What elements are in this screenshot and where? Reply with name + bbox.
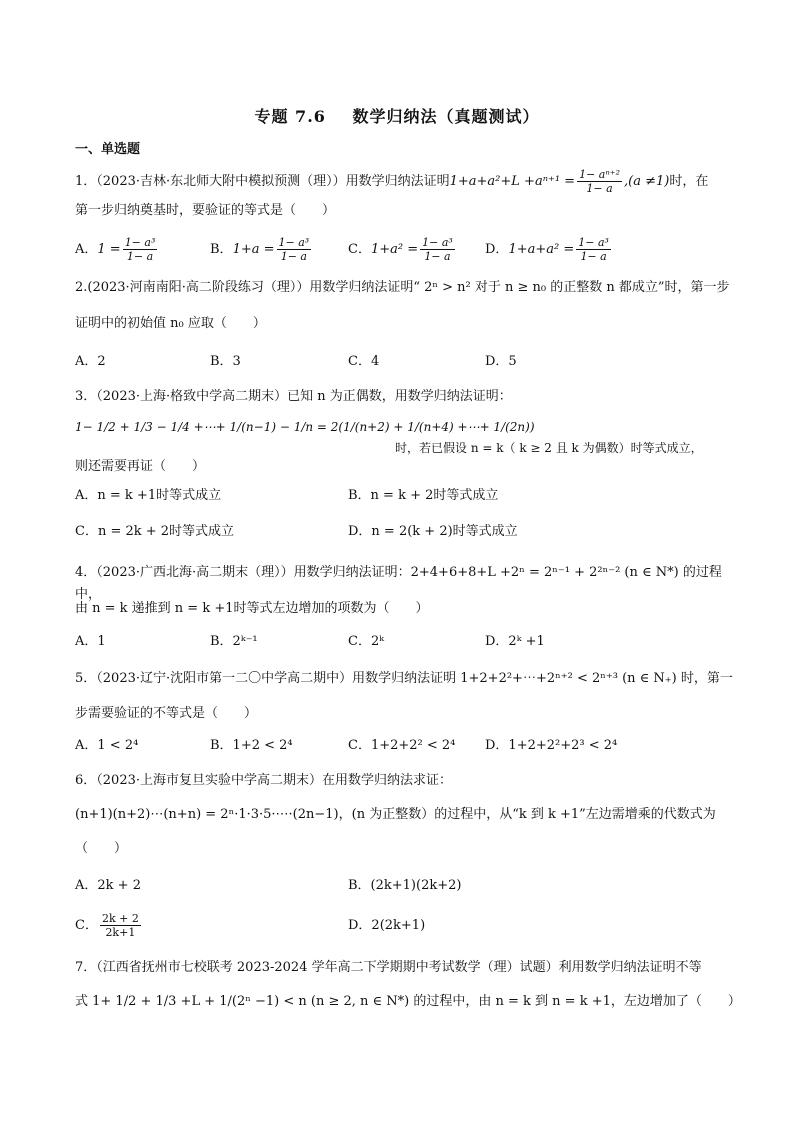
q6-option-a[interactable]: A．2k + 2 — [75, 878, 141, 893]
page-title — [0, 104, 794, 127]
question-6: 6．（2023·上海市复旦实验中学高二期末）在用数学归纳法求证： — [75, 773, 452, 788]
q6-option-b[interactable]: B．(2k+1)(2k+2) — [348, 878, 462, 893]
q4-option-d[interactable]: D．2ᵏ +1 — [485, 634, 545, 649]
q5-option-c[interactable]: C．1+2+2² < 2⁴ — [348, 738, 456, 753]
question-5: 5．（2023·辽宁·沈阳市第一二〇中学高二期中）用数学归纳法证明 1+2+2²+⋯+2ⁿ⁺² < 2ⁿ⁺³ (n ∈ N₊) 时，第一 — [75, 671, 733, 686]
q6-option-d[interactable]: D．2(2k+1) — [348, 918, 426, 933]
question-7: 7．（江西省抚州市七校联考 2023-2024 学年高二下学期期中考试数学（理）试题）利用数学归纳法证明不等 — [75, 960, 702, 975]
q4-option-c[interactable]: C．2ᵏ — [348, 634, 384, 649]
question-1: 1．（2023·吉林·东北师大附中模拟预测（理））用数学归纳法证明1+a+a²+L +aⁿ⁺¹ = $\frac{\text{1− aⁿ⁺²}}{1- a}$ ,(a ≠1)时，在 — [75, 168, 709, 195]
q5-option-a[interactable]: A．1 < 2⁴ — [75, 738, 139, 753]
q3-formula-line — [75, 416, 735, 438]
q5-option-b[interactable]: B．1+2 < 2⁴ — [210, 738, 293, 753]
q5-line-2: 步需要验证的不等式是（ ） — [75, 706, 258, 721]
q1-option-d[interactable]: D．1+a+a² = $\frac{\text{1− a³}}{1- a}$ — [485, 236, 609, 263]
q1-option-b[interactable]: B．1+a = $\frac{\text{1− a³}}{1- a}$ — [210, 236, 310, 263]
q3-line-3: 则还需要再证（ ） — [75, 459, 206, 474]
question-4: 4．（2023·广西北海·高二期末（理））用数学归纳法证明：2+4+6+8+L +2ⁿ = 2ⁿ⁻¹ + 2²ⁿ⁻² (n ∈ N*) 的过程中， — [75, 565, 722, 602]
q2-option-a[interactable]: A．2 — [75, 354, 106, 369]
q3-option-c[interactable]: C．n = 2k + 2时等式成立 — [75, 524, 235, 539]
question-3: 3．（2023·上海·格致中学高二期末）已知 n 为正偶数，用数学归纳法证明： — [75, 389, 512, 404]
q6-option-c[interactable]: C． $\frac{2k + 2}{2k+1}$ — [75, 912, 139, 939]
q3-option-a[interactable]: A．n = k +1时等式成立 — [75, 488, 222, 503]
title-prefix: 专题 7.6 — [254, 107, 326, 126]
q3-formula: 1− 1/2 + 1/3 − 1/4 +⋯+ 1/(n−1) − 1/n = 2(1/(n+2) + 1/(n+4) +⋯+ 1/(2n)) — [75, 420, 535, 434]
section-heading: 一、单选题 — [75, 142, 141, 157]
q3-option-d[interactable]: D．n = 2(k + 2)时等式成立 — [348, 524, 518, 539]
q1-option-c[interactable]: C．1+a² = $\frac{\text{1− a³}}{1- a}$ — [348, 236, 453, 263]
q1-formula-lhs: 1+a+a²+L +aⁿ⁺¹ = — [449, 174, 576, 189]
q6-line-2: (n+1)(n+2)⋯(n+n) = 2ⁿ·1·3·5·⋯·(2n−1)，(n 为正整数）的过程中，从“k 到 k +1”左边需增乘的代数式为 — [75, 807, 716, 822]
q1-line-2: 第一步归纳奠基时，要验证的等式是（ ） — [75, 203, 336, 218]
q2-option-d[interactable]: D．5 — [485, 354, 517, 369]
q3-option-b[interactable]: B．n = k + 2时等式成立 — [348, 488, 499, 503]
q7-line-2: 式 1+ 1/2 + 1/3 +L + 1/(2ⁿ −1) < n (n ≥ 2, n ∈ N*) 的过程中，由 n = k 到 n = k +1，左边增加了（ ） — [75, 994, 741, 1009]
q4-option-b[interactable]: B．2ᵏ⁻¹ — [210, 634, 258, 649]
q4-line-2: 由 n = k 递推到 n = k +1时等式左边增加的项数为（ ） — [75, 601, 429, 616]
title-main: 数学归纳法（真题测试） — [352, 107, 540, 126]
q2-line-2: 证明中的初始值 n₀ 应取（ ） — [75, 316, 266, 331]
q2-option-c[interactable]: C．4 — [348, 354, 380, 369]
q1-formula-rhs: ,(a ≠1) — [624, 174, 670, 189]
q3-condition: 时，若已假设 n = k（ k ≥ 2 且 k 为偶数）时等式成立， — [395, 441, 703, 455]
question-2: 2.(2023·河南南阳·高二阶段练习（理））用数学归纳法证明“ 2ⁿ > n² 对于 n ≥ n₀ 的正整数 n 都成立”时，第一步 — [75, 280, 730, 295]
q1-fraction: $\frac{\text{1− aⁿ⁺²}}{1- a}$ — [579, 168, 621, 195]
q1-text: 1．（2023·吉林·东北师大附中模拟预测（理））用数学归纳法证明 — [75, 174, 450, 189]
q4-option-a[interactable]: A．1 — [75, 634, 106, 649]
q5-option-d[interactable]: D．1+2+2²+2³ < 2⁴ — [485, 738, 618, 753]
q2-option-b[interactable]: B．3 — [210, 354, 241, 369]
q6-line-3: （ ） — [75, 841, 128, 856]
q1-option-a[interactable]: A．1 = $\frac{\text{1− a³}}{1- a}$ — [75, 236, 156, 263]
